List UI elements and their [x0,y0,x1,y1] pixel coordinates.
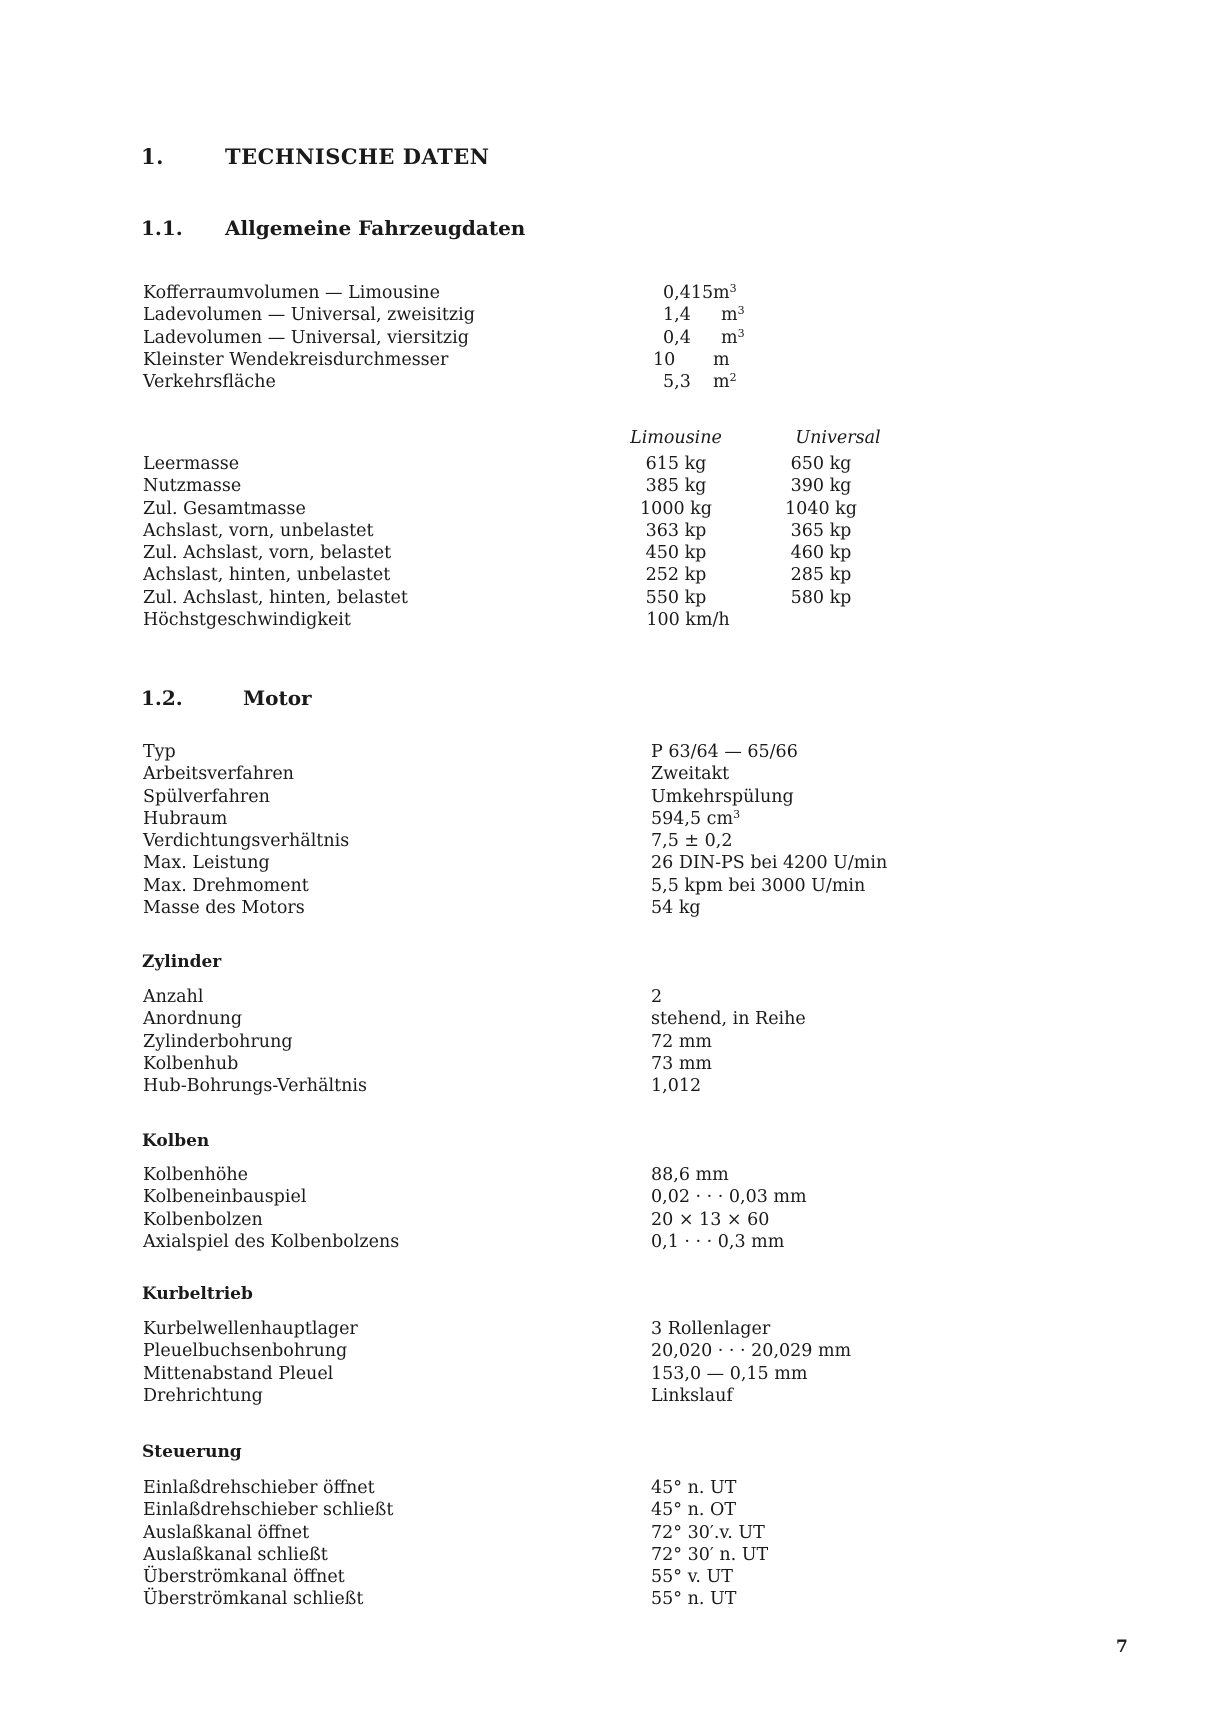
row-label: Zul. Achslast, hinten, belastet [143,587,408,608]
row-label: Ladevolumen — Universal, viersitzig [143,327,469,348]
subsection-heading-kurbeltrieb: Kurbeltrieb [142,1284,253,1304]
row-value: 5,5 kpm bei 3000 U/min [651,875,866,896]
column-header-limousine: Limousine [630,428,722,448]
universal-value: 460 kp [790,543,852,564]
row-value: Linkslauf [651,1385,733,1406]
row-value: 5,3 [663,372,691,393]
row-label: Anordnung [143,1009,243,1030]
row-label: Nutzmasse [143,476,242,497]
limousine-value: 450 kp [645,543,707,564]
universal-value: 365 kp [790,520,852,541]
row-label: Zul. Achslast, vorn, belastet [143,543,392,564]
row-label: Pleuelbuchsenbohrung [143,1341,348,1362]
limousine-value: 385 kg [645,476,707,497]
row-label: Verkehrsfläche [143,372,276,393]
row-value: 26 DIN-PS bei 4200 U/min [651,853,888,874]
row-value: 153,0 — 0,15 mm [651,1363,808,1384]
row-unit: $m^3$ [721,326,745,348]
universal-value: 650 kg [790,454,852,474]
section-number: 1.1. [141,216,183,240]
row-value: 0,415 [663,283,714,303]
limousine-value: 615 kg [645,454,707,474]
row-label: Auslaßkanal schließt [143,1544,328,1565]
row-label: Drehrichtung [143,1385,263,1406]
limousine-value: 100 km/h [646,610,730,631]
row-value: Umkehrspülung [651,786,794,807]
row-label: Kurbelwellenhauptlager [143,1319,358,1339]
row-unit: $m^3$ [713,282,737,303]
chapter-title: TECHNISCHE DATEN [225,144,490,169]
row-label: Achslast, hinten, unbelastet [143,565,391,586]
row-label: Masse des Motors [143,898,305,919]
row-value: 45° n. OT [651,1500,736,1521]
row-value: P 63/64 — 65/66 [651,742,798,762]
row-value: 20,020 · · · 20,029 mm [651,1341,852,1362]
row-label: Mittenabstand Pleuel [143,1363,334,1384]
row-label: Kolbenbolzen [143,1209,263,1230]
universal-value: 390 kg [790,476,852,497]
row-label: Zul. Gesamtmasse [143,498,306,519]
subsection-heading-zylinder: Zylinder [142,952,222,972]
limousine-value: 363 kp [645,520,707,541]
row-label: Leermasse [143,454,240,474]
row-value: 594,5 $cm^3$ [651,807,741,829]
row-value: 54 kg [651,898,701,919]
row-label: Einlaßdrehschieber öffnet [143,1478,375,1498]
row-value: 7,5 ± 0,2 [651,831,733,852]
row-label: Einlaßdrehschieber schließt [143,1500,394,1521]
row-value: 55° n. UT [651,1589,737,1610]
row-label: Auslaßkanal öffnet [143,1522,310,1543]
row-label: Kleinster Wendekreisdurchmesser [143,349,449,370]
row-label: Kolbenhöhe [143,1165,248,1185]
row-label: Höchstgeschwindigkeit [143,610,351,631]
row-unit: $m^3$ [721,304,745,326]
row-label: Max. Leistung [143,853,270,874]
chapter-number: 1. [141,144,164,169]
row-value: 73 mm [651,1053,713,1074]
row-label: Anzahl [143,987,204,1007]
row-label: Axialspiel des Kolbenbolzens [143,1231,400,1252]
row-label: Kolbeneinbauspiel [143,1187,307,1208]
limousine-value: 252 kp [645,565,707,586]
row-label: Hub-Bohrungs-Verhältnis [143,1076,367,1097]
row-value: 45° n. UT [651,1478,737,1498]
row-value: 0,4 [663,327,691,348]
row-value: 1,012 [651,1076,702,1097]
row-label: Kofferraumvolumen — Limousine [143,283,440,303]
row-value: Zweitakt [651,764,730,785]
row-value: 2 [651,987,663,1007]
section-title: Motor [243,686,312,710]
row-label: Kolbenhub [143,1053,239,1074]
row-value: 88,6 mm [651,1165,729,1185]
row-label: Spülverfahren [143,786,270,807]
row-label: Überströmkanal öffnet [143,1567,345,1588]
row-value: 20 × 13 × 60 [651,1209,770,1230]
row-label: Achslast, vorn, unbelastet [143,520,374,541]
row-label: Überströmkanal schließt [143,1589,364,1610]
subsection-heading-steuerung: Steuerung [142,1442,242,1462]
row-label: Zylinderbohrung [143,1031,293,1052]
section-title: Allgemeine Fahrzeugdaten [225,216,526,240]
row-value: 0,1 · · · 0,3 mm [651,1231,785,1252]
row-label: Verdichtungsverhältnis [143,831,350,852]
row-value: 3 Rollenlager [651,1319,771,1339]
row-value: 55° v. UT [651,1567,733,1588]
row-value: 72 mm [651,1031,713,1052]
row-value: 72° 30′ n. UT [651,1544,769,1565]
section-heading-1-1 [141,216,525,240]
row-value: 72° 30′.v. UT [651,1522,765,1543]
universal-value: 1040 kg [785,498,857,519]
row-unit: m [713,349,730,370]
row-value: stehend, in Reihe [651,1009,806,1030]
row-label: Arbeitsverfahren [143,764,294,785]
row-value: 1,4 [663,305,691,326]
universal-value: 285 kp [790,565,852,586]
row-value: 10 [653,349,676,370]
row-label: Hubraum [143,808,228,829]
subsection-heading-kolben: Kolben [142,1131,210,1151]
row-unit: $m^2$ [713,371,737,393]
row-label: Ladevolumen — Universal, zweisitzig [143,305,475,326]
row-value: 0,02 · · · 0,03 mm [651,1187,807,1208]
universal-value: 580 kp [790,587,852,608]
column-header-universal: Universal [795,428,881,448]
row-label: Typ [143,742,176,762]
section-heading-1-2 [141,686,312,710]
page-number: 7 [1116,1637,1128,1657]
limousine-value: 550 kp [645,587,707,608]
row-label: Max. Drehmoment [143,875,309,896]
section-number: 1.2. [141,686,183,710]
limousine-value: 1000 kg [640,498,712,519]
chapter-heading [141,144,489,169]
